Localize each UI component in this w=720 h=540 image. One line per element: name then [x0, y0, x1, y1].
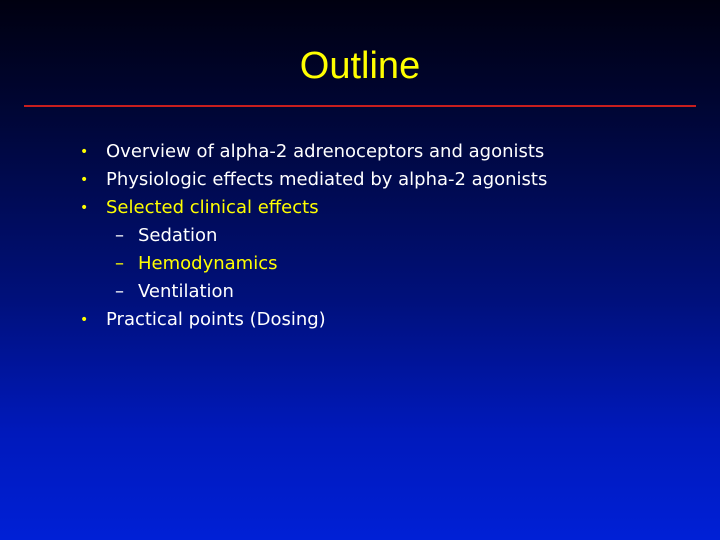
bullet-icon: • — [80, 200, 89, 216]
outline-subitem-text: Ventilation — [138, 281, 234, 302]
outline-list — [0, 138, 720, 334]
outline-item — [0, 194, 720, 222]
dash-icon: – — [115, 253, 124, 274]
outline-subitem-text: Hemodynamics — [138, 253, 278, 274]
outline-item — [0, 138, 720, 166]
outline-item — [0, 306, 720, 334]
bullet-icon: • — [80, 144, 89, 160]
dash-icon: – — [115, 225, 124, 246]
bullet-icon: • — [80, 312, 89, 328]
bullet-icon: • — [80, 172, 89, 188]
title-divider — [24, 105, 696, 107]
outline-item — [0, 166, 720, 194]
slide-title: Outline — [299, 45, 421, 87]
outline-subitem-text: Sedation — [138, 225, 218, 246]
outline-subitem — [0, 250, 720, 278]
outline-item-text: Overview of alpha-2 adrenoceptors and agonists — [106, 141, 545, 162]
outline-item-text: Physiologic effects mediated by alpha-2 agonists — [106, 169, 548, 190]
outline-subitem — [0, 222, 720, 250]
outline-item-text: Selected clinical effects — [106, 197, 319, 218]
dash-icon: – — [115, 281, 124, 302]
outline-subitem — [0, 278, 720, 306]
outline-item-text: Practical points (Dosing) — [106, 309, 326, 330]
